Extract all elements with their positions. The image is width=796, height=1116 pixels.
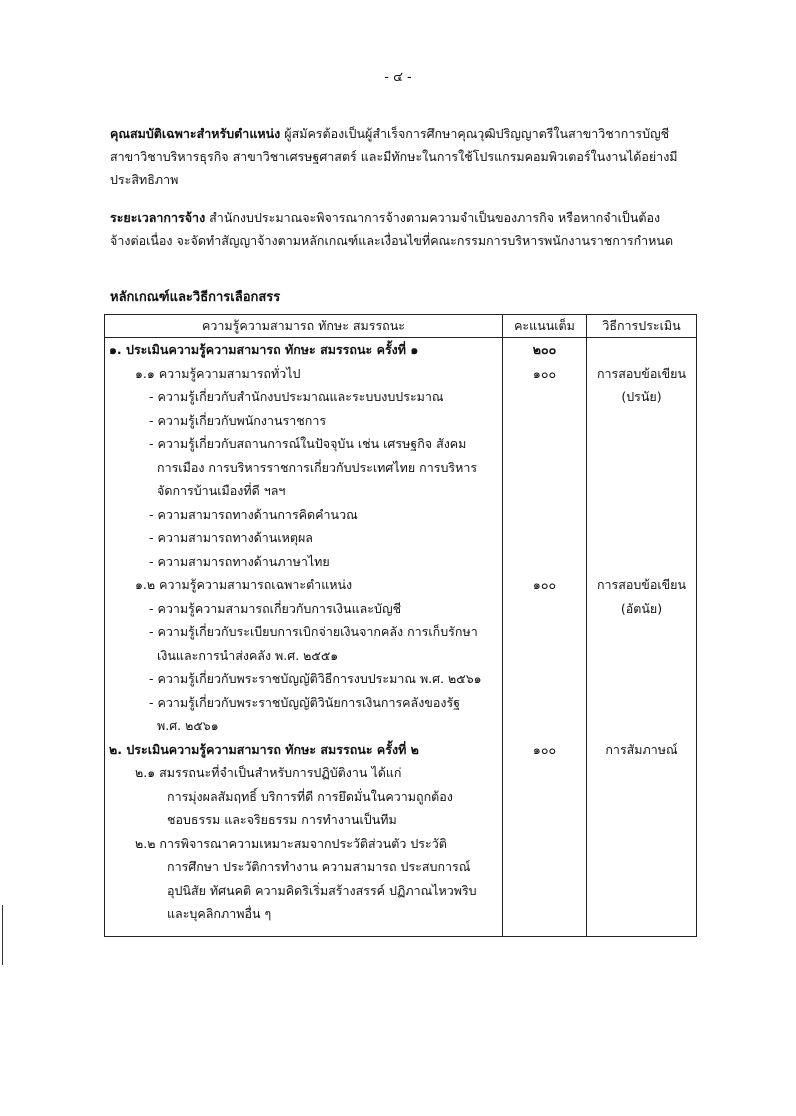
employment-text-line-2: จ้างต่อเนื่อง จะจัดทำสัญญาจ้างตามหลักเกณฑ์และเงื่อนไขที่คณะกรรมการบริหารพนักงานราชการกำหนด <box>110 233 674 248</box>
item-1-1: ๑.๑ ความรู้ความสามารถทั่วไป <box>135 365 301 381</box>
list-item: - ความรู้เกี่ยวกับสถานการณ์ในปัจจุบัน เช่น เศรษฐกิจ สังคม <box>149 436 467 451</box>
score-round-2: ๑๐๐ <box>532 741 557 757</box>
employment-paragraph <box>110 206 690 252</box>
qualification-text-line-1: ผู้สมัครต้องเป็นผู้สำเร็จการศึกษาคุณวุฒิปริญญาตรีในสาขาวิชาการบัญชี <box>284 126 670 141</box>
method-interview: การสัมภาษณ์ <box>605 741 678 757</box>
list-item-continuation: การเมือง การบริหารราชการเกี่ยวกับประเทศไทย การบริหาร <box>157 459 478 475</box>
score-round-1: ๒๐๐ <box>532 342 557 357</box>
method-written-exam-2: การสอบข้อเขียน <box>596 577 687 592</box>
score-1-2: ๑๐๐ <box>532 577 557 592</box>
header-full-score: คะแนนเต็ม <box>503 315 587 338</box>
employment-label: ระยะเวลาการจ้าง <box>110 210 206 225</box>
score-column <box>503 338 587 937</box>
list-item-continuation: ชอบธรรม และจริยธรรม การทำงานเป็นทีม <box>167 812 397 827</box>
list-item: - ความรู้เกี่ยวกับพระราชบัญญัติวิธีการงบประมาณ พ.ศ. ๒๕๖๑ <box>149 671 482 686</box>
header-competency: ความรู้ความสามารถ ทักษะ สมรรถนะ <box>105 315 503 338</box>
qualification-text-line-3: ประสิทธิภาพ <box>110 172 179 187</box>
qualification-paragraph <box>110 122 690 191</box>
item-2-2: ๒.๒ การพิจารณาความเหมาะสมจากประวัติส่วนตัว ประวัติ <box>135 835 447 851</box>
item-1-2: ๑.๒ ความรู้ความสามารถเฉพาะตำแหน่ง <box>135 577 353 592</box>
list-item: - ความรู้ความสามารถเกี่ยวกับการเงินและบัญชี <box>149 600 402 616</box>
list-item: - ความรู้เกี่ยวกับพนักงานราชการ <box>149 412 327 428</box>
page-number: - ๔ - <box>384 70 412 85</box>
item-round-2: ๒. ประเมินความรู้ความสามารถ ทักษะ สมรรถนะ ครั้งที่ ๒ <box>109 741 419 757</box>
table-header-row <box>105 315 697 338</box>
section-title: หลักเกณฑ์และวิธีการเลือกสรร <box>110 290 281 305</box>
method-written-exam-1: การสอบข้อเขียน <box>596 365 687 381</box>
list-item-continuation: เงินและการนำส่งคลัง พ.ศ. ๒๕๕๑ <box>157 647 339 663</box>
item-round-1: ๑. ประเมินความรู้ความสามารถ ทักษะ สมรรถนะ ครั้งที่ ๑ <box>109 342 419 357</box>
competency-column <box>105 338 503 937</box>
list-item-continuation: และบุคลิกภาพอื่น ๆ <box>167 906 272 921</box>
item-2-1: ๒.๑ สมรรถนะที่จำเป็นสำหรับการปฏิบัติงาน ได้แก่ <box>135 765 402 780</box>
scan-margin-mark <box>2 905 3 965</box>
list-item-continuation: อุปนิสัย ทัศนคติ ความคิดริเริ่มสร้างสรรค์ ปฏิภาณไหวพริบ <box>167 882 477 898</box>
list-item-continuation: การศึกษา ประวัติการทำงาน ความสามารถ ประสบการณ์ <box>167 859 471 874</box>
list-item: - ความรู้เกี่ยวกับพระราชบัญญัติวินัยการเงินการคลังของรัฐ <box>149 694 461 710</box>
list-item: - ความรู้เกี่ยวกับระเบียบการเบิกจ่ายเงินจากคลัง การเก็บรักษา <box>149 624 478 639</box>
list-item: - ความสามารถทางด้านภาษาไทย <box>149 553 330 569</box>
table-body-row <box>105 338 697 937</box>
list-item: - ความสามารถทางด้านเหตุผล <box>149 530 313 545</box>
header-method: วิธีการประเมิน <box>587 315 697 338</box>
list-item-continuation: พ.ศ. ๒๕๖๑ <box>157 718 219 733</box>
list-item: - ความสามารถทางด้านการคิดคำนวณ <box>149 506 358 522</box>
list-item: - ความรู้เกี่ยวกับสำนักงบประมาณและระบบงบประมาณ <box>149 389 444 404</box>
employment-text-line-1: สำนักงบประมาณจะพิจารณาการจ้างตามความจำเป็นของภารกิจ หรือหากจำเป็นต้อง <box>209 210 661 225</box>
selection-criteria-table <box>104 314 697 937</box>
method-objective: (ปรนัย) <box>621 389 662 404</box>
method-subjective: (อัตนัย) <box>620 600 663 616</box>
qualification-label: คุณสมบัติเฉพาะสำหรับตำแหน่ง <box>110 126 281 141</box>
list-item-continuation: จัดการบ้านเมืองที่ดี ฯลฯ <box>157 483 286 498</box>
list-item-continuation: การมุ่งผลสัมฤทธิ์ บริการที่ดี การยึดมั่นในความถูกต้อง <box>167 788 453 804</box>
method-column <box>587 338 697 937</box>
qualification-text-line-2: สาขาวิชาบริหารธุรกิจ สาขาวิชาเศรษฐศาสตร์ และมีทักษะในการใช้โปรแกรมคอมพิวเตอร์ในงานได้อย่างมี <box>110 149 678 164</box>
score-1-1: ๑๐๐ <box>532 365 557 381</box>
